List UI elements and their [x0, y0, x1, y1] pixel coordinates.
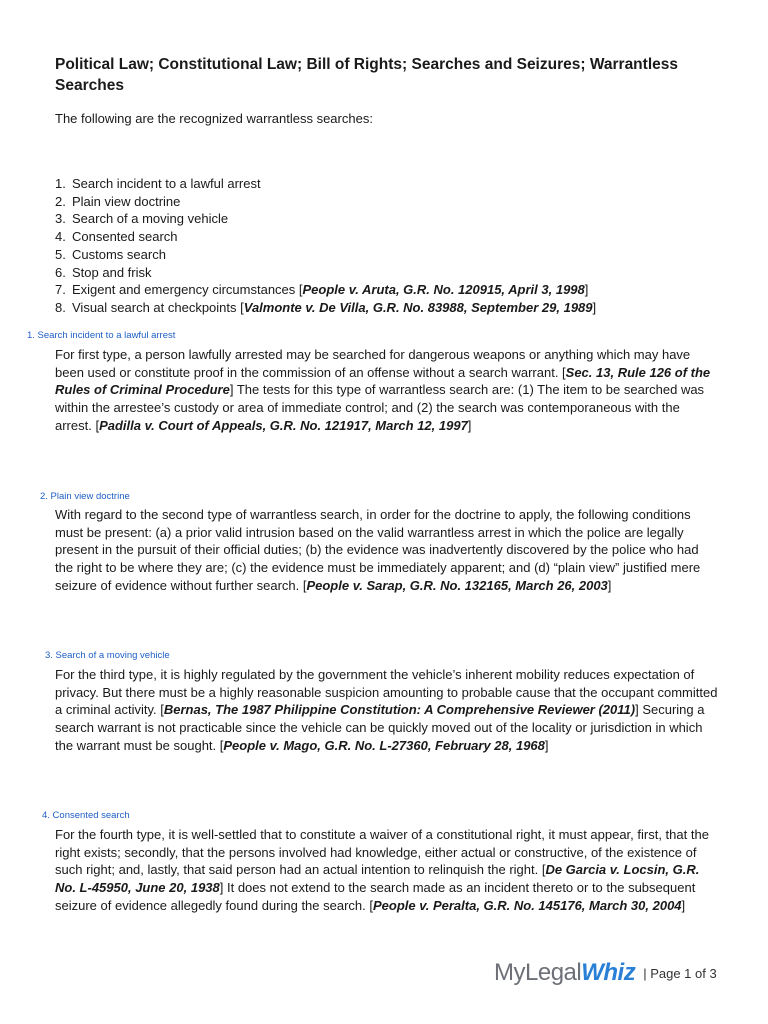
case-citation: Sec. 13, Rule 126 of the Rules of Criminal Procedure	[55, 364, 711, 398]
section-heading-consented-search[interactable]: 4. Consented search	[42, 810, 130, 821]
section-heading-plain-view[interactable]: 2. Plain view doctrine	[40, 491, 130, 502]
warrantless-search-list	[55, 175, 596, 317]
list-item: 8. Visual search at checkpoints [Valmonte v. De Villa, G.R. No. 83988, September 29, 1989]	[55, 299, 597, 315]
case-citation: De Garcia v. Locsin, G.R. No. L-45950, June 20, 1938	[55, 862, 700, 896]
list-item: 1. Search incident to a lawful arrest	[55, 176, 261, 191]
case-citation: People v. Aruta, G.R. No. 120915, April 3, 1998	[302, 282, 585, 298]
list-item: 6. Stop and frisk	[55, 264, 152, 280]
list-item: 3. Search of a moving vehicle	[55, 211, 229, 227]
section-paragraph: With regard to the second type of warrantless search, in order for the doctrine to apply, the following conditions must be present: (a) a prior valid intrusion based on the valid warrantless arrest in which the police are legally present in the pursuit of their official duties; (b) the evidence was inadvertently discovered by the police who had the right to be where they are; (c) the evidence must be immediately apparent; and (d) “plain view” justified mere seizure of evidence without further search. [People v. Sarap, G.R. No. 132165, March 26, 2003]	[55, 507, 701, 593]
section-paragraph: For the third type, it is highly regulated by the government the vehicle’s inherent mobility reduces expectation of privacy. But there must be a highly reasonable suspicion amounting to probable cause that the occupant committed a criminal activity. [Bernas, The 1987 Philippine Constitution: A Comprehensive Reviewer (2011)] Securing a search warrant is not practicable since the vehicle can be quickly moved out of the locality or jurisdiction in which the warrant must be sought. [People v. Mago, G.R. No. L-27360, February 28, 1968]	[55, 667, 718, 753]
page-number: | Page 1 of 3	[643, 965, 717, 981]
section-heading-search-incident[interactable]: 1. Search incident to a lawful arrest	[27, 330, 176, 341]
list-item: 2. Plain view doctrine	[55, 193, 181, 209]
intro-text: The following are the recognized warrantless searches:	[55, 111, 373, 126]
case-citation: People v. Peralta, G.R. No. 145176, March 30, 2004	[372, 897, 682, 913]
section-paragraph: For the fourth type, it is well-settled that to constitute a waiver of a constitutional right, it must appear, first, that the right exists; secondly, that the persons involved had knowledge, either actual or constructive, of the existence of such right; and, lastly, that said person had an actual intention to relinquish the right. [De Garcia v. Locsin, G.R. No. L-45950, June 20, 1938] It does not extend to the search made as an incident thereto or to the subsequent seizure of evidence allegedly found during the search. [People v. Peralta, G.R. No. 145176, March 30, 2004]	[55, 827, 709, 913]
section-heading-moving-vehicle[interactable]: 3. Search of a moving vehicle	[45, 650, 170, 661]
list-item: 5. Customs search	[55, 246, 166, 262]
case-citation: People v. Mago, G.R. No. L-27360, February 28, 1968	[223, 737, 545, 753]
page-footer	[494, 958, 717, 988]
case-citation: Valmonte v. De Villa, G.R. No. 83988, September 29, 1989	[243, 299, 593, 315]
case-citation: People v. Sarap, G.R. No. 132165, March 26, 2003	[306, 577, 608, 593]
mylegalwhiz-logo: MyLegalWhiz	[494, 959, 636, 986]
list-item: 4. Consented search	[55, 229, 178, 245]
list-item: 7. Exigent and emergency circumstances [People v. Aruta, G.R. No. 120915, April 3, 1998]	[55, 282, 589, 298]
case-citation: Padilla v. Court of Appeals, G.R. No. 121917, March 12, 1997	[99, 417, 468, 433]
document-title: Political Law; Constitutional Law; Bill of Rights; Searches and Seizures; Warrantless Searches	[55, 56, 678, 94]
case-citation: Bernas, The 1987 Philippine Constitution: A Comprehensive Reviewer (2011)	[163, 702, 636, 718]
section-paragraph: For first type, a person lawfully arrested may be searched for dangerous weapons or anything which may have been used or constitute proof in the commission of an offense without a search warrant. [Sec. 13, Rule 126 of the Rules of Criminal Procedure] The tests for this type of warrantless search are: (1) The item to be searched was within the arrestee’s custody or area of immediate control; and (2) the search was contemporaneous with the arrest. [Padilla v. Court of Appeals, G.R. No. 121917, March 12, 1997]	[55, 347, 711, 433]
